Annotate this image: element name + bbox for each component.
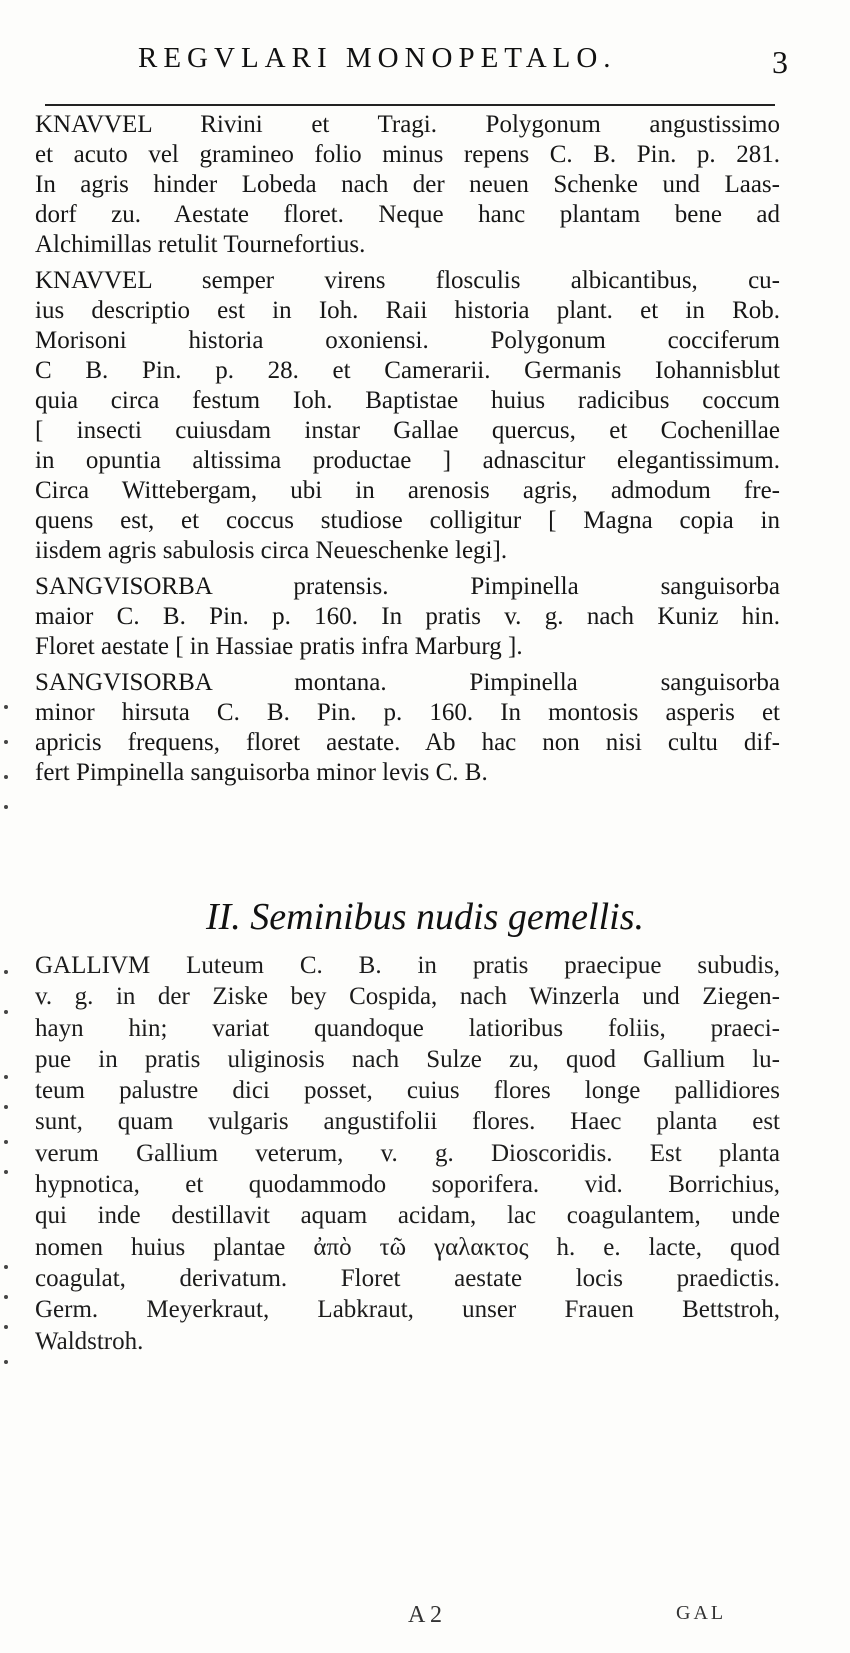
text-line: KNAVVEL semper virens flosculis albicantibus, cu- [35,267,780,294]
text-line: nomen huius plantae ἀπὸ τῶ γαλακτος h. e. lacte, quod [35,1233,780,1261]
text-line: quens est, et coccus studiose colligitur [ Magna copia in [35,507,780,534]
text-line: dorf zu. Aestate floret. Neque hanc plantam bene ad [35,201,780,228]
text-line: pue in pratis uliginosis nach Sulze zu, quod Gallium lu- [35,1045,780,1073]
text-line: [ insecti cuiusdam instar Gallae quercus, et Cochenillae [35,417,780,444]
text-line: GALLIVM Luteum C. B. in pratis praecipue subudis, [35,952,780,979]
text-line: verum Gallium veterum, v. g. Dioscoridis. Est planta [35,1139,780,1167]
margin-dot [4,1105,8,1109]
margin-dot [4,740,8,744]
text-line: fert Pimpinella sanguisorba minor levis C. B. [35,759,488,786]
catchword: GAL [676,1602,727,1624]
body-text-section-2 [35,950,780,1357]
text-line: v. g. in der Ziske bey Cospida, nach Winzerla und Ziegen- [35,983,780,1011]
margin-dot [4,775,8,779]
text-line: in opuntia altissima productae ] adnascitur elegantissimum. [35,447,780,474]
margin-dot [4,970,8,974]
text-line: C B. Pin. p. 28. et Camerarii. Germanis Iohannisblut [35,357,780,384]
running-title: REGVLARI MONOPETALO. [138,42,617,74]
margin-dot [4,1140,8,1144]
text-line: quia circa festum Ioh. Baptistae huius radicibus coccum [35,387,780,414]
margin-bleed-marks [0,0,20,1653]
text-line: Germ. Meyerkraut, Labkraut, unser Frauen Bettstroh, [35,1296,780,1324]
text-line: iisdem agris sabulosis circa Neueschenke legi]. [35,537,508,564]
page-number: 3 [772,44,788,80]
text-line: SANGVISORBA montana. Pimpinella sanguisorba [35,669,780,696]
margin-dot [4,1170,8,1174]
section-heading: II. Seminibus nudis gemellis. [205,896,644,938]
margin-dot [4,705,8,709]
text-line: Alchimillas retulit Tournefortius. [35,231,366,258]
text-line: ius descriptio est in Ioh. Raii historia plant. et in Rob. [35,297,780,324]
text-line: KNAVVEL Rivini et Tragi. Polygonum angustissimo [35,111,780,138]
margin-dot [4,805,8,809]
margin-dot [4,1295,8,1299]
text-line: In agris hinder Lobeda nach der neuen Schenke und Laas- [35,171,780,198]
margin-dot [4,1325,8,1329]
text-line: SANGVISORBA pratensis. Pimpinella sanguisorba [35,573,780,600]
header-rule [45,104,775,106]
text-line: qui inde destillavit aquam acidam, lac coagulantem, unde [35,1202,780,1230]
text-line: coagulat, derivatum. Floret aestate locis praedictis. [35,1264,780,1292]
text-line: sunt, quam vulgaris angustifolii flores. Haec planta est [35,1108,780,1136]
signature-mark: A 2 [408,1602,443,1628]
text-line: teum palustre dici posset, cuius flores longe pallidiores [35,1077,780,1105]
text-line: et acuto vel gramineo folio minus repens C. B. Pin. p. 281. [35,141,780,168]
text-line: hayn hin; variat quandoque latioribus foliis, praeci- [35,1014,780,1042]
body-text-section-1 [35,110,780,788]
margin-dot [4,1265,8,1269]
text-line: Floret aestate [ in Hassiae pratis infra Marburg ]. [35,633,523,660]
text-line: hypnotica, et quodammodo soporifera. vid. Borrichius, [35,1171,780,1199]
text-line: maior C. B. Pin. p. 160. In pratis v. g. nach Kuniz hin. [35,603,780,630]
text-line: Waldstroh. [35,1327,144,1355]
margin-dot [4,1075,8,1079]
margin-dot [4,1010,8,1014]
text-line: Morisoni historia oxoniensi. Polygonum cocciferum [35,327,780,354]
margin-dot [4,1360,8,1364]
text-line: minor hirsuta C. B. Pin. p. 160. In montosis asperis et [35,699,780,726]
text-line: apricis frequens, floret aestate. Ab hac non nisi cultu dif- [35,729,780,756]
text-line: Circa Wittebergam, ubi in arenosis agris, admodum fre- [35,477,780,504]
